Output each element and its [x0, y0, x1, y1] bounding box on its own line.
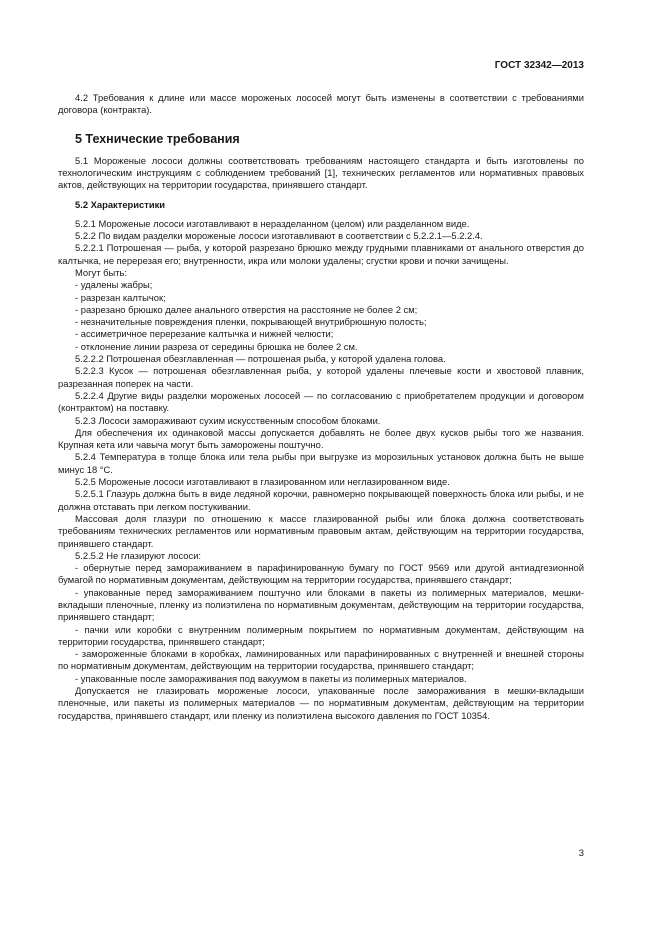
paragraph: 5.2.5.1 Глазурь должна быть в виде ледяной корочки, равномерно покрывающей поверхность блока или рыбы, и не должна отставать при легком постукивании. — [58, 488, 584, 512]
paragraph: 5.2.4 Температура в толще блока или тела рыбы при выгрузке из морозильных установок должна быть не выше минус 18 °С. — [58, 451, 584, 475]
paragraph: 5.2.2.1 Потрошеная — рыба, у которой разрезано брюшко между грудными плавниками от анального отверстия до калтычка, не перерезая его; внутренности, икра или молоки удалены; сгустки крови и почки зачищены. — [58, 242, 584, 266]
paragraph: 5.2.3 Лососи замораживают сухим искусственным способом блоками. — [75, 414, 381, 426]
list-item: - отклонение линии разреза от середины брюшка не более 2 см. — [75, 340, 358, 352]
list-item: - ассиметричное перерезание калтычка и нижней челюсти; — [75, 328, 334, 340]
list-item: - разрезано брюшко далее анального отверстия на расстояние не более 2 см; — [75, 303, 418, 315]
paragraph: 5.2.1 Мороженые лососи изготавливают в неразделанном (целом) или разделанном виде. — [75, 217, 470, 229]
paragraph: Массовая доля глазури по отношению к массе глазированной рыбы или блока должна соответствовать требованиям технических регламентов или нормативным правовым актам, действующим на территории государства, принявшего стандарт. — [58, 512, 584, 549]
paragraph: 5.2.2.4 Другие виды разделки мороженых лососей — по согласованию с приобретателем продукции и договором (контрактом) на поставку. — [58, 389, 584, 414]
list-item: - разрезан калтычок; — [75, 291, 166, 303]
paragraph: 5.2.2.2 Потрошеная обезглавленная — потрошеная рыба, у которой удалена голова. — [75, 353, 446, 365]
page-number: 3 — [578, 847, 584, 858]
list-item: - незначительные повреждения пленки, покрывающей внутрибрюшную полость; — [75, 316, 427, 328]
section-heading: 5 Технические требования — [75, 131, 240, 146]
document-header: ГОСТ 32342—2013 — [494, 60, 584, 71]
paragraph: 5.2.5 Мороженые лососи изготавливают в глазированном или неглазированном виде. — [75, 476, 450, 488]
list-item: - обернутые перед замораживанием в парафинированную бумагу по ГОСТ 9569 или другой антиадгезионной бумагой по нормативным документам, действующим на территории государства, принявшего стандарт; — [58, 562, 584, 586]
list-item: - упакованные после замораживания под вакуумом в пакеты из полимерных материалов. — [75, 672, 467, 684]
paragraph: 5.2.2.3 Кусок — потрошеная обезглавленная рыба, у которой удалены плечевые кости и хвостовой плавник, разрезанная поперек на части. — [58, 365, 584, 389]
list-item: - замороженные блоками в коробках, ламинированных или парафинированных с внутренней и внешней стороны по нормативным документам, действующим на территории государства, принявшего стандарт; — [58, 648, 584, 672]
list-item: - удалены жабры; — [75, 279, 153, 291]
list-item: - пачки или коробки с внутренним полимерным покрытием по нормативным документам, действующим на территории государства, принявшего стандарт; — [58, 623, 584, 647]
subsection-heading: 5.2 Характеристики — [75, 199, 166, 211]
document-body — [58, 92, 584, 722]
paragraph-4-2: 4.2 Требования к длине или массе мороженых лососей могут быть изменены в соответствии с требованиями договора (контракта). — [58, 92, 584, 116]
paragraph: 5.2.5.2 Не глазируют лососи: — [75, 549, 202, 561]
paragraph: Могут быть: — [75, 266, 128, 278]
paragraph: Допускается не глазировать мороженые лососи, упакованные после замораживания в мешки-вкладыши пленочные, или пакеты из полимерных материалов — по нормативным документам, действующим на территории государства, принявшего стандарт, или пленку из полиэтилена высокого давления по ГОСТ 10354. — [58, 685, 584, 721]
paragraph: 5.2.2 По видам разделки мороженые лососи изготавливают в соответствии с 5.2.2.1—5.2.2.4. — [75, 230, 483, 242]
list-item: - упакованные перед замораживанием поштучно или блоками в пакеты из полимерных материалов, мешки-вкладыши пленочные, пленку из полиэтилена по нормативным документам, действующим на территории государства, принявшего стандарт; — [58, 586, 584, 623]
paragraph: Для обеспечения их одинаковой массы допускается добавлять не более двух кусков рыбы того же названия. Крупная кета или чавыча могут быть заморожены поштучно. — [58, 426, 584, 451]
paragraph-5-1: 5.1 Мороженые лососи должны соответствовать требованиям настоящего стандарта и быть изготовлены по технологическим инструкциям с соблюдением требований [1], технических регламентов или нормативных правовых актов, действующих на территории государства, принявшего стандарт. — [58, 154, 584, 191]
